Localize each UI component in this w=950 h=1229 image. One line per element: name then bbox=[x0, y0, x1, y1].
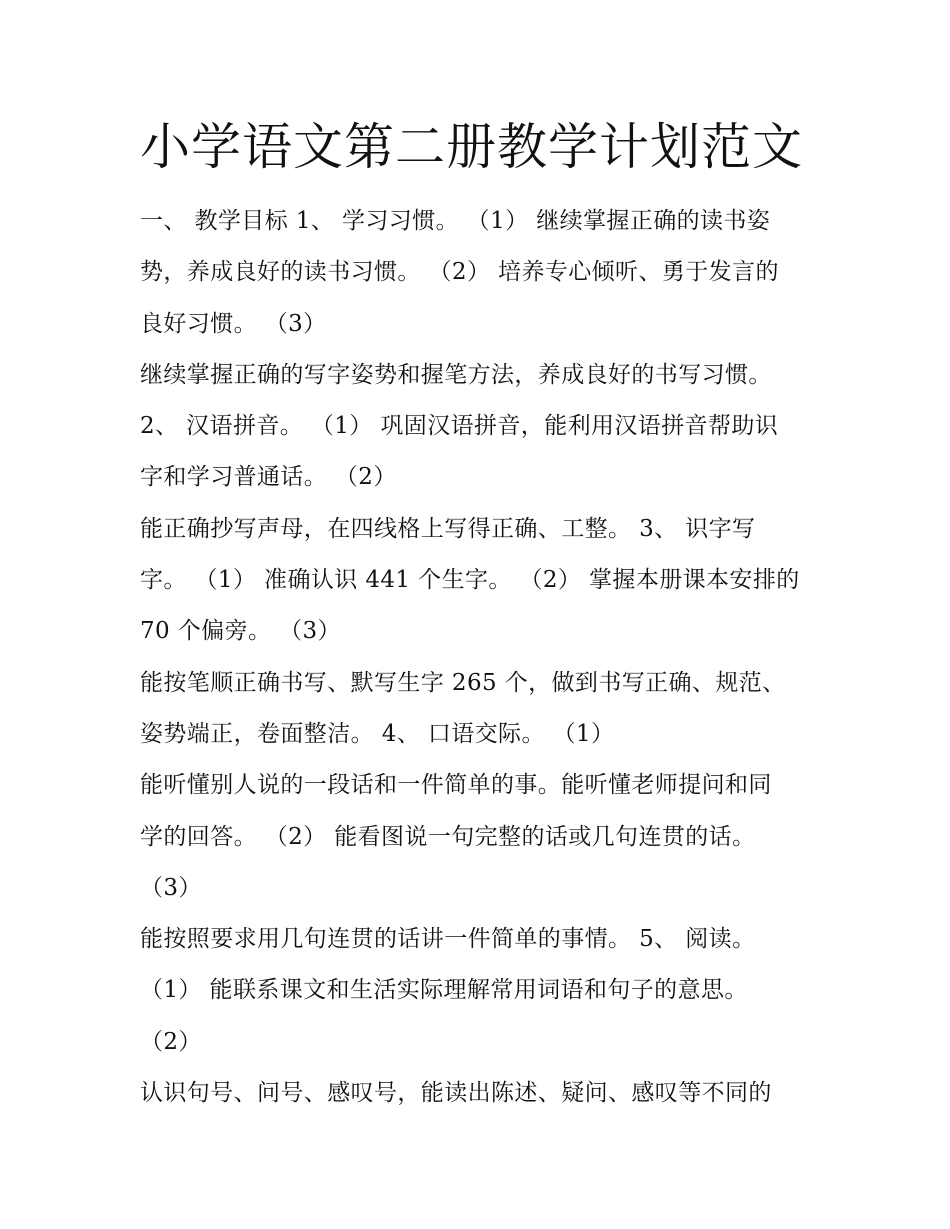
text-line: 姿势端正，卷面整洁。 4、 口语交际。 （1） bbox=[140, 720, 615, 747]
text-line: （2） bbox=[140, 1028, 202, 1055]
text-line: 势，养成良好的读书习惯。 （2） 培养专心倾听、勇于发言的 bbox=[140, 259, 779, 286]
text-line: （1） 能联系课文和生活实际理解常用词语和句子的意思。 bbox=[140, 977, 748, 1004]
text-line: 能按照要求用几句连贯的话讲一件简单的事情。 5、 阅读。 bbox=[140, 926, 756, 953]
document-body bbox=[140, 196, 830, 1119]
text-line: 一、 教学目标 1、 学习习惯。 （1） 继续掌握正确的读书姿 bbox=[140, 208, 771, 234]
text-line: 学的回答。 （2） 能看图说一句完整的话或几句连贯的话。 bbox=[140, 823, 756, 850]
text-line: 字和学习普通话。 （2） bbox=[140, 464, 397, 491]
text-line: 2、 汉语拼音。 （1） 巩固汉语拼音，能利用汉语拼音帮助识 bbox=[140, 413, 779, 440]
text-line: （3） bbox=[140, 874, 202, 901]
document-title: 小学语文第二册教学计划范文 bbox=[140, 118, 803, 176]
text-line: 70 个偏旁。 （3） bbox=[140, 618, 341, 645]
text-line: 字。 （1） 准确认识 441 个生字。 （2） 掌握本册课本安排的 bbox=[140, 567, 800, 594]
text-line: 认识句号、问号、感叹号，能读出陈述、疑问、感叹等不同的 bbox=[140, 1080, 772, 1107]
text-line: 良好习惯。 （3） bbox=[140, 310, 327, 337]
text-line: 继续掌握正确的写字姿势和握笔方法，养成良好的书写习惯。 bbox=[140, 361, 772, 388]
text-line: 能听懂别人说的一段话和一件简单的事。能听懂老师提问和同 bbox=[140, 772, 772, 799]
text-line: 能按笔顺正确书写、默写生字 265 个，做到书写正确、规范、 bbox=[140, 669, 786, 696]
text-line: 能正确抄写声母，在四线格上写得正确、工整。 3、 识字写 bbox=[140, 515, 756, 542]
